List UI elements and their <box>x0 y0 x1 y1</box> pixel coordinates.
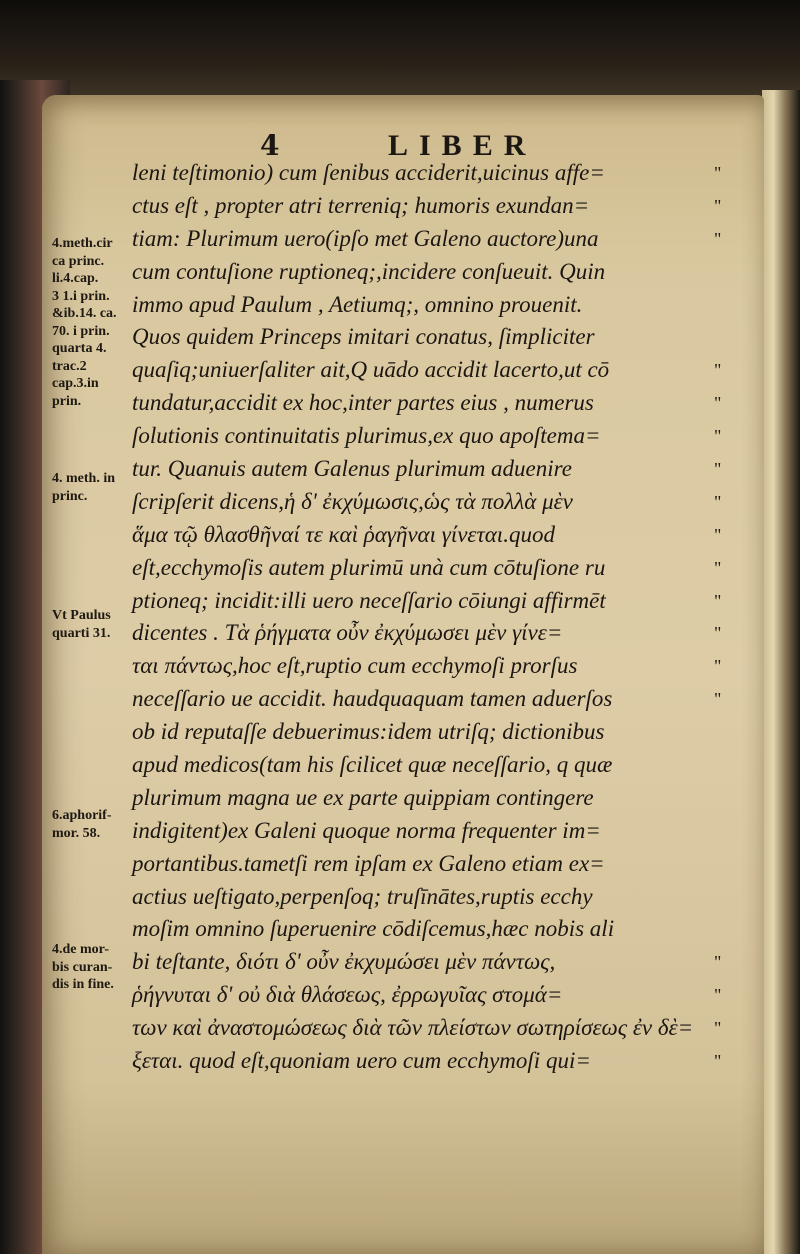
quote-mark <box>714 716 744 749</box>
text-line: dicentes . Τὰ ῥήγματα οὖν ἐκχύμωσει μὲν γίνε= <box>132 620 563 646</box>
book-page <box>42 95 764 1254</box>
quote-mark <box>714 848 744 881</box>
page-number: 4 <box>260 129 280 162</box>
running-title: LIBER <box>388 129 537 162</box>
quote-mark <box>714 256 744 289</box>
quote-mark <box>714 321 744 354</box>
text-line: neceſſario ue accidit. haudquaquam tamen aduerſos <box>132 686 613 712</box>
quote-mark: " <box>714 228 722 249</box>
book-top-edge <box>0 0 800 95</box>
text-line: ſcripſerit dicens,ἡ δ' ἐκχύμωσις,ὡς τὰ πολλὰ μὲν <box>132 488 573 514</box>
body-text <box>132 157 712 1078</box>
text-line: immo apud Paulum , Aetiumq;, omnino prouenit. <box>132 291 583 317</box>
quote-mark <box>714 749 744 782</box>
text-line: eſt,ecchymoſis autem plurimū unà cum cōtuſione ru <box>132 554 606 580</box>
text-line: plurimum magna ue ex parte quippiam contingere <box>132 784 594 810</box>
quote-mark: " <box>714 656 722 677</box>
quote-mark: " <box>714 163 722 183</box>
quote-mark <box>714 881 744 914</box>
quote-mark: " <box>714 195 722 216</box>
text-line: των καὶ ἀναστομώσεως διὰ τῶν πλείστων σωτηρίσεως ἐν δὲ= <box>132 1015 694 1041</box>
text-line: tur. Quanuis autem Galenus plurimum aduenire <box>132 456 572 482</box>
text-line: ptioneq; incidit:illi uero neceſſario cōiungi affirmēt <box>132 587 606 613</box>
text-line: ob id reputaſſe debuerimus:idem utriſq; dictionibus <box>132 719 605 745</box>
quote-mark: " <box>714 689 722 710</box>
quote-mark: " <box>714 393 722 414</box>
margin-note-5: 4.de mor- bis curan- dis in fine. <box>52 942 114 992</box>
margin-note-2: 4. meth. in princ. <box>52 471 115 504</box>
text-line: ſolutionis continuitatis plurimus,ex quo apoſtema= <box>132 423 601 449</box>
text-line: indigitent)ex Galeni quoque norma frequenter im= <box>132 817 601 843</box>
quote-mark: " <box>714 1018 722 1039</box>
margin-note-1: 4.meth.cir ca princ. li.4.cap. 3 1.i prin. &ib.14. ca. 70. i prin. quarta 4. trac.2 cap.3.in prin. <box>52 236 117 409</box>
text-line: cum contuſione ruptioneq;,incidere conſueuit. Quin <box>132 258 606 284</box>
quote-mark: " <box>714 623 722 644</box>
text-line: ῥήγνυται δ' οὐ διὰ θλάσεως, ἐρρωγυῖας στομά= <box>132 982 563 1008</box>
text-line: leni teſtimonio) cum ſenibus acciderit,uicinus affe= <box>132 160 605 185</box>
text-line: ἅμα τῷ θλασθῆναί τε καὶ ῥαγῆναι γίνεται.quod <box>132 521 555 547</box>
quote-mark <box>714 913 744 946</box>
quotation-marks-column <box>714 157 744 1078</box>
text-line: ται πάντως,hoc eſt,ruptio cum ecchymoſi prorſus <box>132 653 578 679</box>
quote-mark <box>714 782 744 815</box>
text-line: portantibus.tametſi rem ipſam ex Galeno etiam ex= <box>132 850 605 876</box>
text-line: apud medicos(tam his ſcilicet quæ neceſſario, q quæ <box>132 752 613 778</box>
text-line: bi teſtante, διότι δ' οὖν ἐκχυμώσει μὲν πάντως, <box>132 949 556 975</box>
text-line: quaſiq;uniuerſaliter ait,Q uādo accidit lacerto,ut cō <box>132 357 610 383</box>
text-line: ξεται. quod eſt,quoniam uero cum ecchymoſi qui= <box>132 1048 591 1074</box>
text-line: moſim omnino ſuperuenire cōdiſcemus,hæc nobis ali <box>132 916 615 942</box>
quote-mark: " <box>714 524 722 545</box>
margin-note-4: 6.aphorif- mor. 58. <box>52 808 112 841</box>
quote-mark <box>714 815 744 848</box>
quote-mark: " <box>714 1051 722 1072</box>
quote-mark: " <box>714 426 722 447</box>
margin-note-3: Vt Paulus quarti 31. <box>52 608 111 641</box>
quote-mark: " <box>714 360 722 381</box>
text-line: Quos quidem Princeps imitari conatus, ſimpliciter <box>132 324 595 350</box>
text-line: ctus eſt , propter atri terreniq; humoris exundan= <box>132 192 590 218</box>
quote-mark: " <box>714 590 722 611</box>
page-stack-edge <box>762 90 800 1254</box>
text-line: actius ueſtigato,perpenſoq; truſīnātes,ruptis ecchy <box>132 883 593 909</box>
text-line: tundatur,accidit ex hoc,inter partes eius , numerus <box>132 390 594 416</box>
quote-mark <box>714 289 744 322</box>
quote-mark: " <box>714 557 722 578</box>
quote-mark: " <box>714 491 722 512</box>
quote-mark: " <box>714 985 722 1006</box>
text-line: tiam: Plurimum uero(ipſo met Galeno auctore)una <box>132 225 599 251</box>
quote-mark: " <box>714 952 722 973</box>
quote-mark: " <box>714 459 722 480</box>
